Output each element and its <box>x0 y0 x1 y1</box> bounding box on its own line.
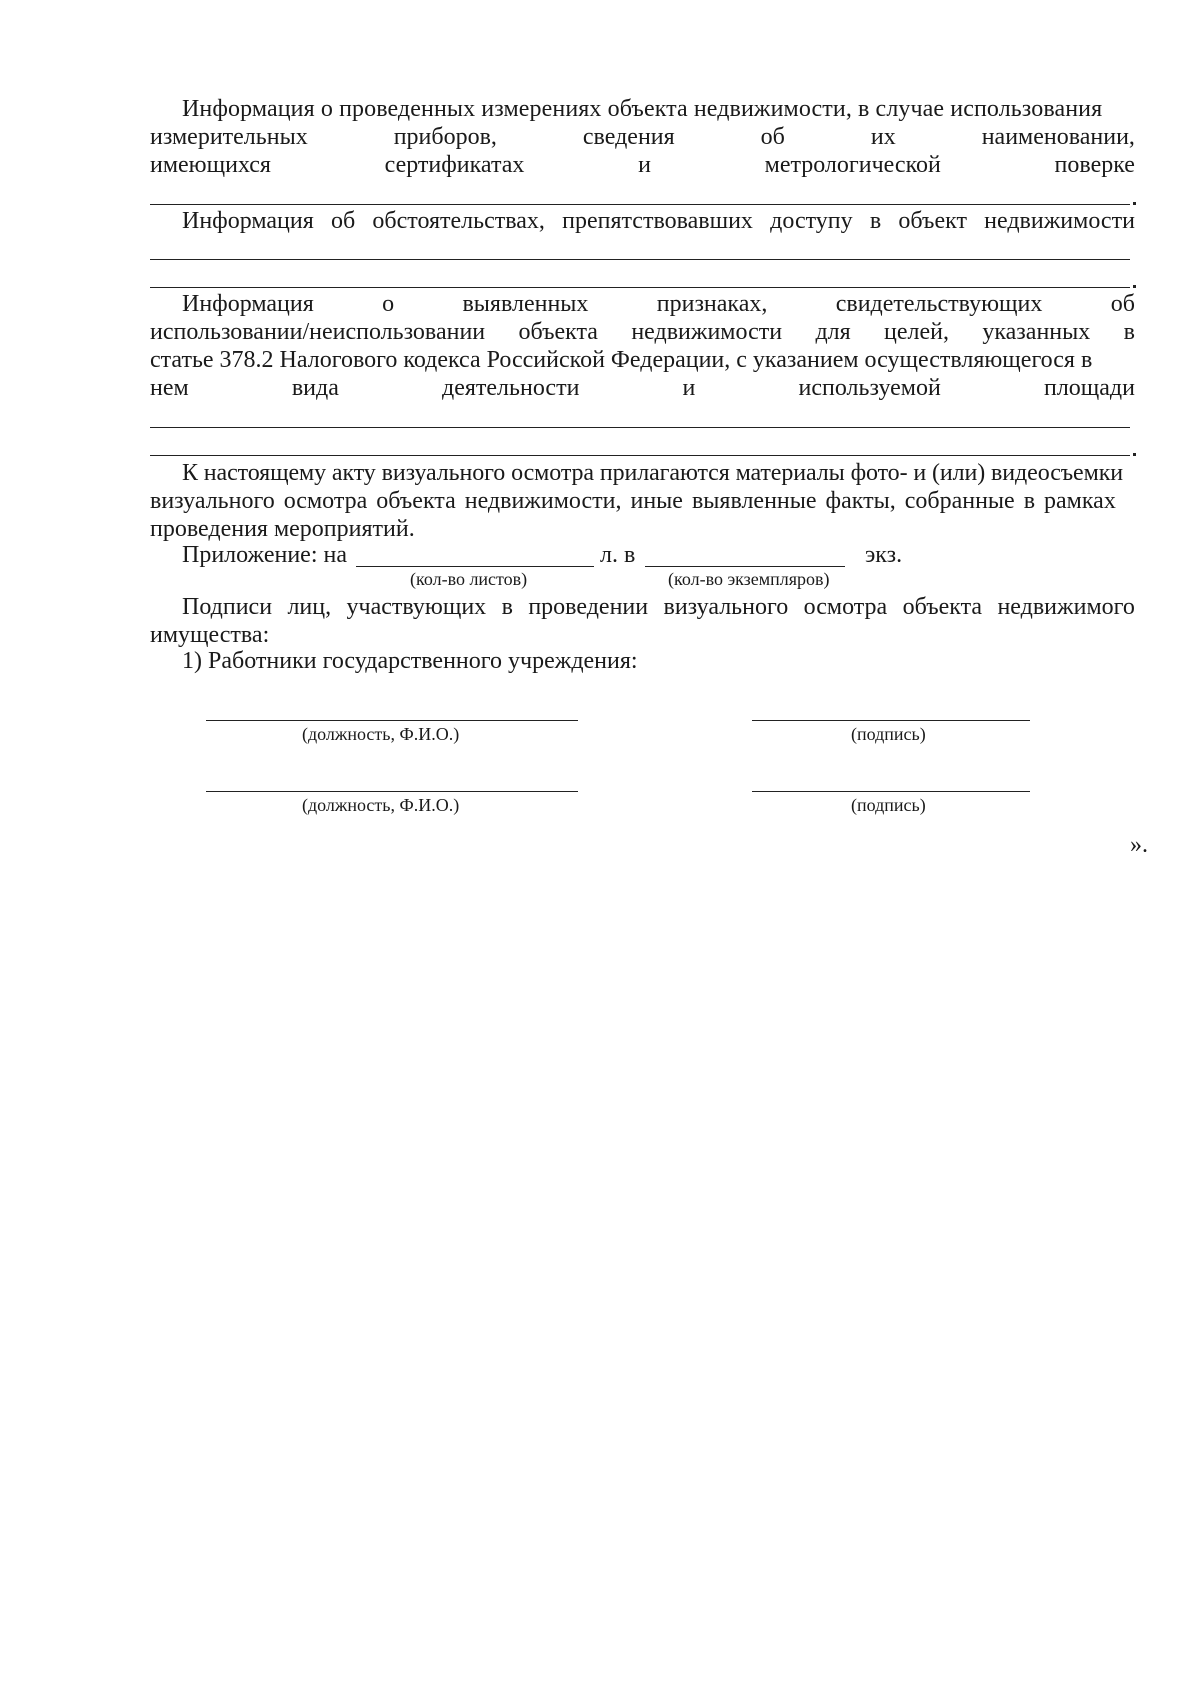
word: целей, <box>884 319 949 345</box>
attachment-text: визуального осмотра объекта недвижимости, иные выявленные факты, собранные в рамках <box>150 488 1116 514</box>
word: проведении <box>528 594 649 620</box>
obstacles-line-1 <box>182 208 1135 235</box>
word: измерительных <box>150 124 308 150</box>
appendix-line <box>182 542 1167 569</box>
usage-answer-line-1[interactable] <box>150 427 1130 428</box>
word: для <box>815 319 851 345</box>
attachment-text: проведения мероприятий. <box>150 516 415 542</box>
word: сертификатах <box>384 152 525 178</box>
signature-caption: (подпись) <box>851 795 926 815</box>
attachment-line-2 <box>150 488 1135 515</box>
word: осмотра <box>803 594 888 620</box>
sheets-suffix: л. в <box>600 542 636 568</box>
word: визуального <box>663 594 789 620</box>
word: обстоятельствах, <box>372 208 545 234</box>
measurements-line-3 <box>150 152 1135 179</box>
usage-line-2 <box>150 319 1135 346</box>
word: поверке <box>1054 152 1135 178</box>
usage-answer-line-2[interactable] <box>150 455 1130 456</box>
word: об <box>760 124 785 150</box>
word: указанных <box>982 319 1091 345</box>
position-name-field[interactable] <box>206 720 578 721</box>
obstacles-answer-line-2[interactable] <box>150 287 1130 288</box>
staff-heading <box>182 648 1167 675</box>
attachment-line-1 <box>182 460 1135 487</box>
closing-mark: ». <box>1130 832 1148 858</box>
signature-field[interactable] <box>752 720 1030 721</box>
usage-line-3 <box>150 347 1135 374</box>
attachment-text: К настоящему акту визуального осмотра прилагаются материалы фото- и (или) видеосъемки <box>182 460 1124 486</box>
sheets-count-field[interactable] <box>356 566 594 567</box>
period-mark <box>1133 285 1136 288</box>
word: в <box>1123 319 1135 345</box>
copies-count-field[interactable] <box>645 566 845 567</box>
usage-line-4 <box>150 375 1135 402</box>
closing-quote <box>1130 832 1170 859</box>
copies-caption: (кол-во экземпляров) <box>668 569 830 589</box>
signature-caption: (подпись) <box>851 724 926 744</box>
word: в <box>869 208 882 234</box>
word: Подписи <box>182 594 273 620</box>
word: площади <box>1043 375 1135 401</box>
word: недвижимого <box>997 594 1135 620</box>
usage-text: статье 378.2 Налогового кодекса Российской Федерации, с указанием осуществляющегося в <box>150 347 1093 373</box>
word: имущества: <box>150 622 270 648</box>
signature-field[interactable] <box>752 791 1030 792</box>
measurements-text: Информация о проведенных измерениях объекта недвижимости, в случае использования <box>182 96 1103 122</box>
word: недвижимости <box>631 319 783 345</box>
word: метрологической <box>764 152 941 178</box>
word: объект <box>898 208 967 234</box>
appendix-sheets-suffix <box>600 542 660 569</box>
word: и <box>638 152 651 178</box>
position-name-field[interactable] <box>206 791 578 792</box>
attachment-line-3 <box>150 516 1135 543</box>
word: объекта <box>518 319 598 345</box>
word: участвующих <box>346 594 487 620</box>
measurements-answer-line[interactable] <box>150 204 1130 205</box>
word: имеющихся <box>150 152 271 178</box>
position-caption: (должность, Ф.И.О.) <box>302 724 460 744</box>
period-mark <box>1133 453 1136 456</box>
word: сведения <box>582 124 675 150</box>
measurements-line-1 <box>182 96 1135 123</box>
staff-heading-text: 1) Работники государственного учреждения: <box>182 648 638 674</box>
word: приборов, <box>393 124 497 150</box>
copies-suffix: экз. <box>865 542 903 568</box>
usage-line-1 <box>182 291 1135 318</box>
word: препятствовавших <box>562 208 753 234</box>
word: доступу <box>770 208 853 234</box>
word: об <box>330 208 356 234</box>
word: деятельности <box>442 375 580 401</box>
word: и <box>682 375 696 401</box>
word: наименовании, <box>981 124 1135 150</box>
word: в <box>501 594 513 620</box>
appendix-prefix: Приложение: на <box>182 542 347 568</box>
sheets-caption: (кол-во листов) <box>410 569 528 589</box>
obstacles-answer-line-1[interactable] <box>150 259 1130 260</box>
word: Информация <box>182 208 314 234</box>
word: их <box>870 124 896 150</box>
word: недвижимости <box>984 208 1135 234</box>
appendix-copies-suffix <box>865 542 945 569</box>
word: об <box>1110 291 1135 317</box>
signatures-intro-line-1 <box>182 594 1135 621</box>
word: объекта <box>902 594 983 620</box>
word: свидетельствующих <box>835 291 1043 317</box>
word: вида <box>291 375 339 401</box>
word: лиц, <box>287 594 332 620</box>
period-mark <box>1133 202 1136 205</box>
word: выявленных <box>462 291 589 317</box>
word: нем <box>150 375 189 401</box>
measurements-line-2 <box>150 124 1135 151</box>
word: о <box>382 291 395 317</box>
word: Информация <box>182 291 314 317</box>
word: используемой <box>798 375 941 401</box>
signatures-intro-line-2 <box>150 622 1135 649</box>
word: признаках, <box>656 291 768 317</box>
word: использовании/неиспользовании <box>150 319 486 345</box>
position-caption: (должность, Ф.И.О.) <box>302 795 460 815</box>
